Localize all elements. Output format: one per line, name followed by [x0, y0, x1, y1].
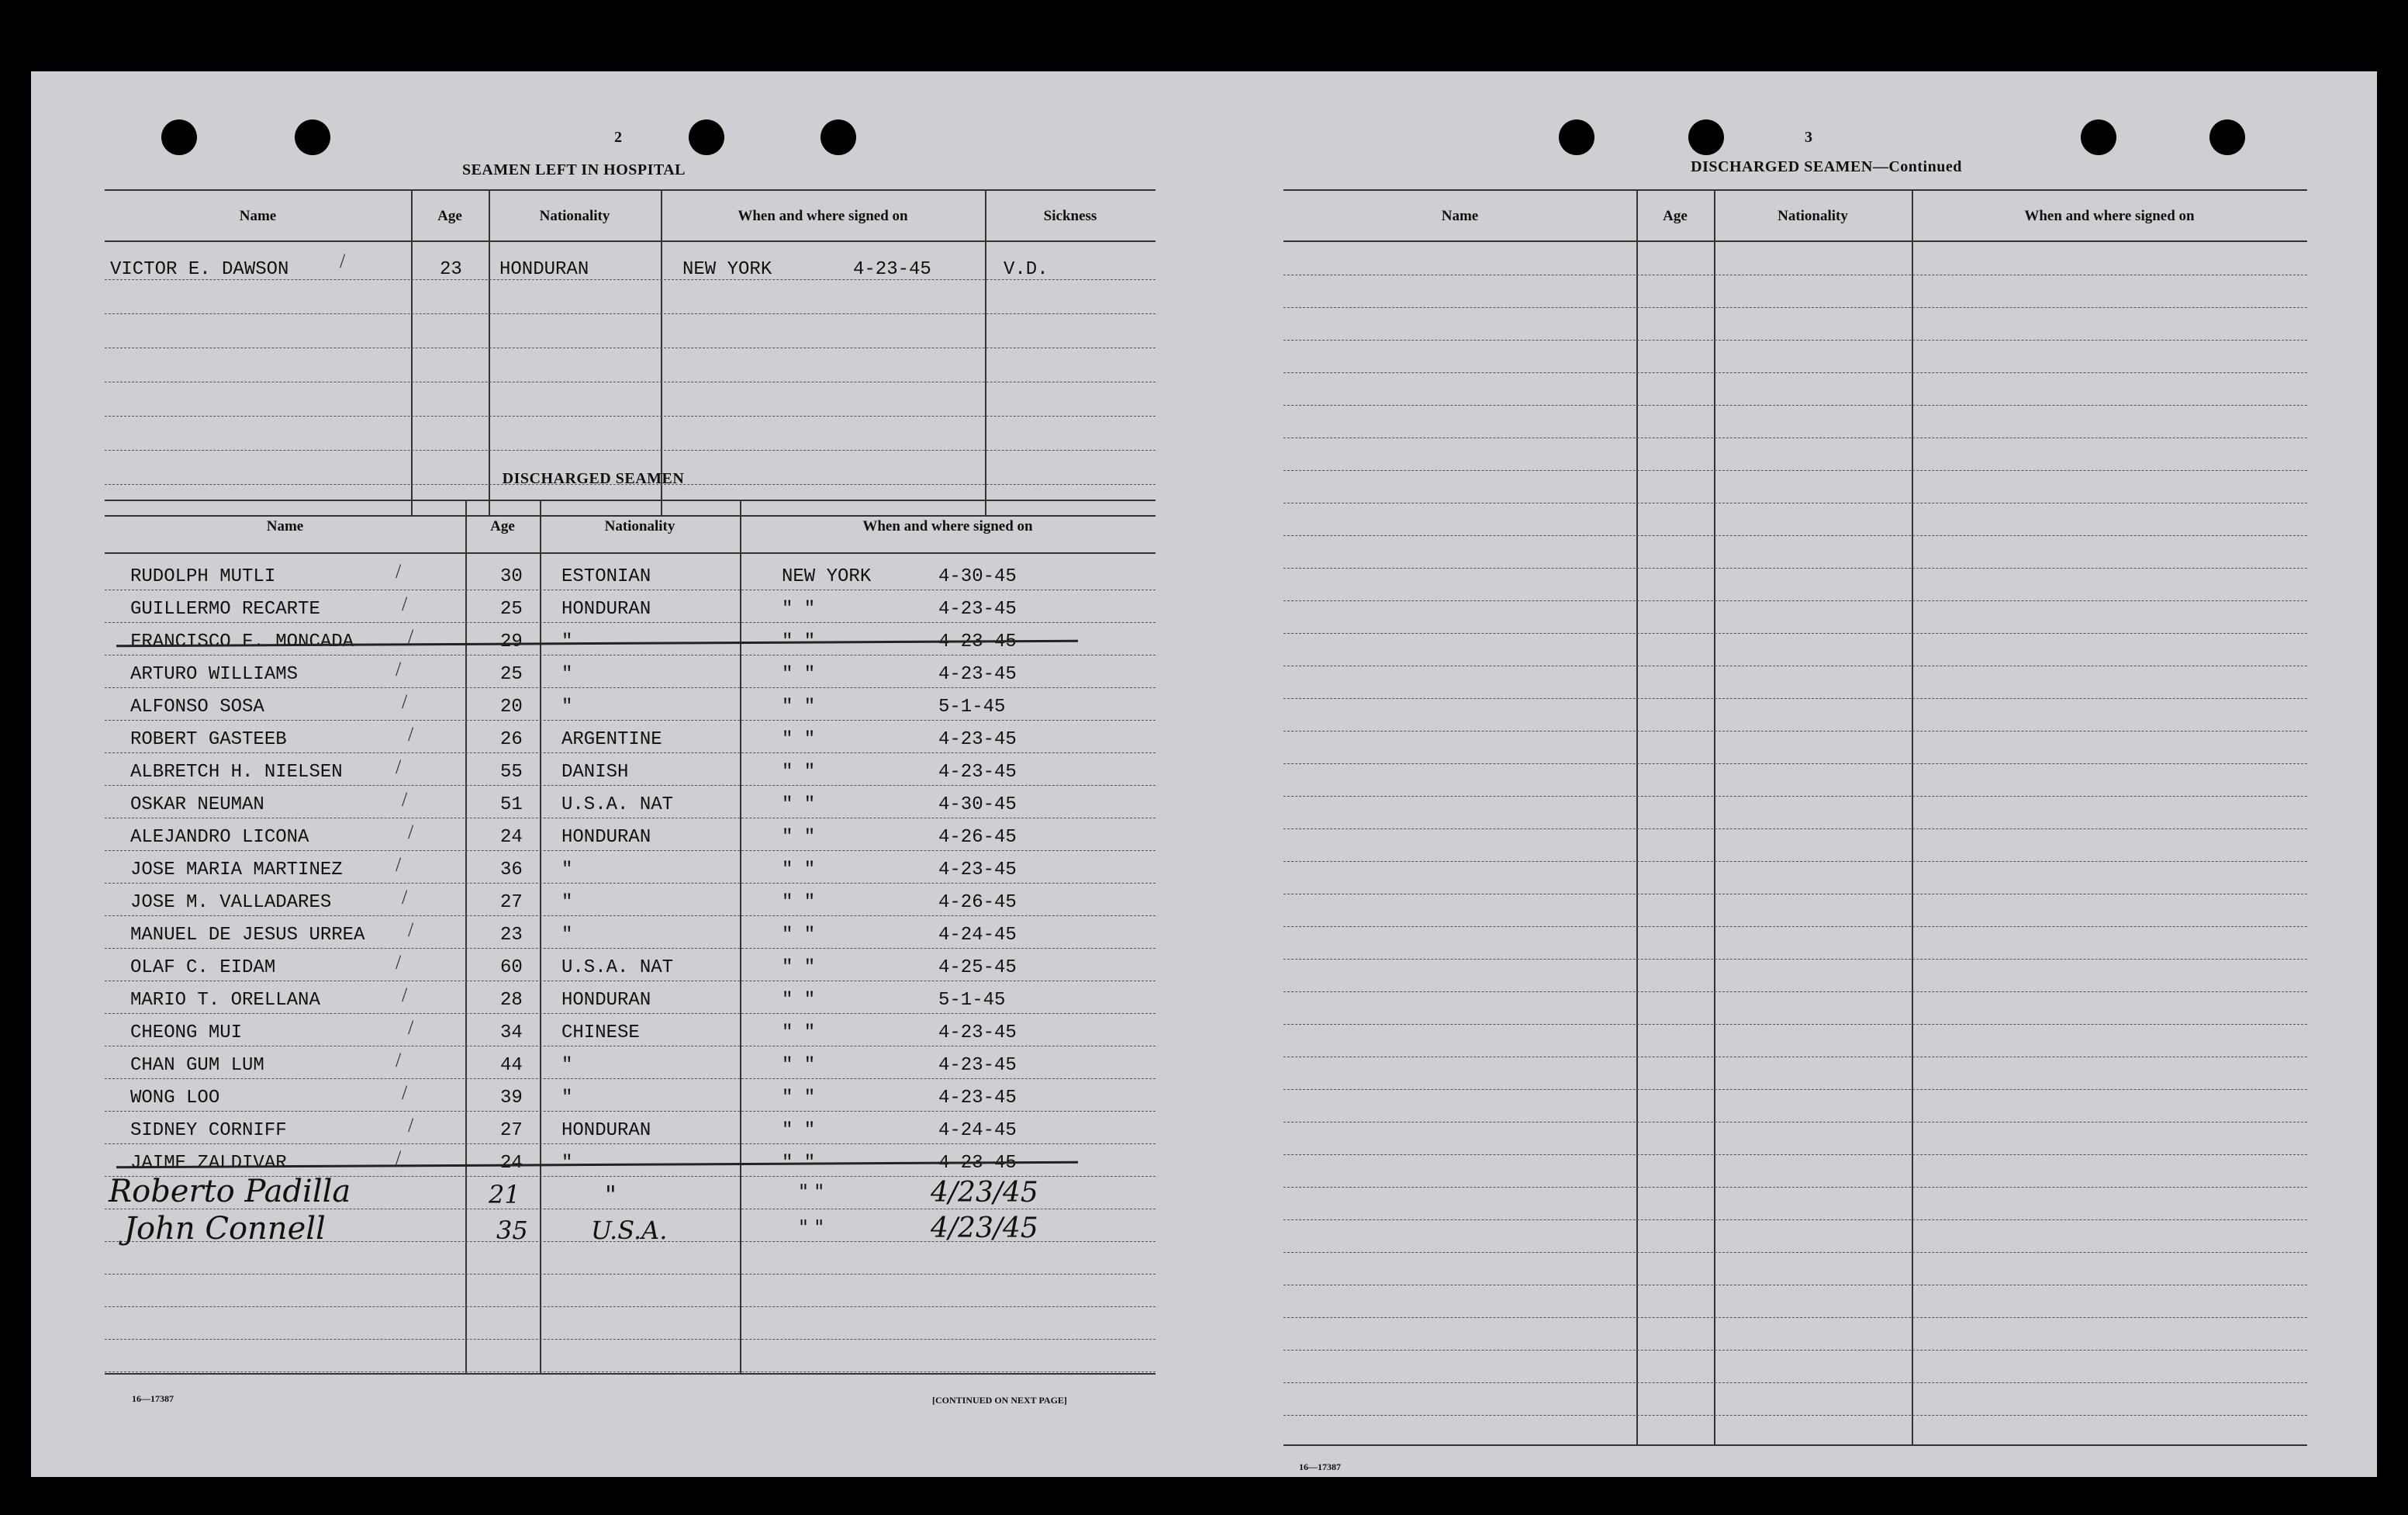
punch-hole [295, 119, 330, 155]
row-rule [1283, 861, 2307, 862]
row-rule [105, 687, 1156, 688]
column-divider [1636, 189, 1638, 1444]
table-bottom-rule [105, 515, 1156, 517]
signed-place: " " [782, 697, 816, 718]
punch-hole [821, 119, 856, 155]
section-title [1570, 158, 2082, 176]
signed-date: 4/23/45 [931, 1212, 1038, 1244]
signed-date: 4-26-45 [938, 827, 1017, 848]
seaman-nationality: ARGENTINE [561, 729, 662, 750]
seaman-name: JOSE MARIA MARTINEZ [130, 860, 343, 880]
punch-hole [1688, 119, 1724, 155]
seaman-age: 25 [500, 599, 523, 620]
seaman-age: 55 [500, 762, 523, 783]
row-rule [1283, 926, 2307, 927]
section-title-main: DISCHARGED SEAMEN [1691, 158, 1873, 175]
seaman-age: 44 [500, 1055, 523, 1076]
signed-date: 4-23-45 [938, 762, 1017, 783]
seaman-age: 34 [500, 1022, 523, 1043]
signed-place: " " [782, 1022, 816, 1043]
check-mark: / [396, 756, 402, 778]
check-mark: / [396, 951, 402, 974]
seaman-age: 27 [500, 1120, 523, 1141]
seaman-nationality: HONDURAN [561, 1120, 651, 1141]
seaman-nationality: U.S.A. [591, 1216, 668, 1245]
row-rule [105, 850, 1156, 851]
row-rule [105, 752, 1156, 753]
punch-hole [1559, 119, 1594, 155]
seaman-nationality: HONDURAN [561, 599, 651, 620]
col-header-name: Name [266, 518, 304, 534]
seaman-nationality: ESTONIAN [561, 566, 651, 587]
row-rule [1283, 600, 2307, 601]
signed-date: 4-23-45 [938, 599, 1017, 620]
row-rule [1283, 535, 2307, 536]
col-header-age: Age [490, 518, 515, 534]
signed-place: NEW YORK [782, 566, 872, 587]
column-divider [985, 189, 986, 515]
header-rule [1283, 240, 2307, 242]
seaman-nationality: " [561, 1153, 573, 1174]
signed-place: " " [782, 1088, 816, 1109]
signed-place: " " [782, 860, 816, 880]
row-rule [105, 915, 1156, 916]
signed-date: 4-23-45 [938, 729, 1017, 750]
column-divider [1714, 189, 1715, 1444]
signed-date: 4-23-45 [853, 259, 931, 280]
seaman-name: JAIME ZALDIVAR [130, 1153, 287, 1174]
row-rule [1283, 307, 2307, 308]
row-rule [1283, 796, 2307, 797]
row-rule [1283, 828, 2307, 829]
seaman-nationality: CHINESE [561, 1022, 640, 1043]
seaman-nationality: U.S.A. NAT [561, 957, 674, 978]
seaman-age: 20 [500, 697, 523, 718]
col-header-age: Age [437, 208, 462, 224]
signed-place: " " [782, 729, 816, 750]
seaman-age: 26 [500, 729, 523, 750]
check-mark: / [402, 1081, 408, 1104]
col-header-signed-on: When and where signed on [738, 208, 908, 224]
check-mark: / [396, 560, 402, 583]
signed-place: " " [782, 794, 816, 815]
section-title-suffix: —Continued [1872, 158, 1962, 175]
seaman-name: ALEJANDRO LICONA [130, 827, 309, 848]
col-header-nationality: Nationality [539, 208, 610, 224]
check-mark: / [402, 886, 408, 908]
header-rule [105, 552, 1156, 554]
signed-place: " " [782, 990, 816, 1011]
page-number: 3 [1805, 129, 1812, 146]
sickness: V.D. [1004, 259, 1049, 280]
seaman-nationality: HONDURAN [499, 259, 589, 280]
signed-place: " " [782, 892, 816, 913]
row-rule [105, 785, 1156, 786]
signed-date: 4-26-45 [938, 892, 1017, 913]
row-rule [1283, 731, 2307, 732]
seaman-name: ARTURO WILLIAMS [130, 664, 299, 685]
signed-date: 4-23-45 [938, 1088, 1017, 1109]
row-rule [1283, 1089, 2307, 1090]
seaman-age: 23 [440, 259, 462, 280]
col-header-name: Name [239, 208, 277, 224]
table-top-rule [1283, 189, 2307, 191]
seaman-name: CHEONG MUI [130, 1022, 243, 1043]
check-mark: / [396, 1049, 402, 1071]
seaman-name: GUILLERMO RECARTE [130, 599, 320, 620]
signed-date: 5-1-45 [938, 697, 1006, 718]
seaman-name: JOSE M. VALLADARES [130, 892, 332, 913]
signed-place: NEW YORK [682, 259, 772, 280]
page-number: 2 [614, 129, 622, 146]
row-rule [1283, 698, 2307, 699]
row-rule [1283, 1382, 2307, 1383]
signed-place: " " [782, 1055, 816, 1076]
column-divider [540, 500, 541, 1373]
row-rule [105, 622, 1156, 623]
row-rule [1283, 1252, 2307, 1253]
column-divider [740, 500, 741, 1373]
signed-date: 4-24-45 [938, 1120, 1017, 1141]
signed-date: 4/23/45 [931, 1177, 1038, 1209]
left-page [31, 71, 1210, 1477]
row-rule [1283, 959, 2307, 960]
seaman-nationality: HONDURAN [561, 990, 651, 1011]
seaman-age: 25 [500, 664, 523, 685]
seaman-age: 30 [500, 566, 523, 587]
row-rule [1283, 1350, 2307, 1351]
check-mark: / [408, 723, 414, 745]
row-rule [105, 1274, 1156, 1275]
check-mark: / [340, 250, 346, 272]
seaman-age: 24 [500, 1153, 523, 1174]
seaman-name: MARIO T. ORELLANA [130, 990, 320, 1011]
signed-date: 5-1-45 [938, 990, 1006, 1011]
signed-date: 4-24-45 [938, 925, 1017, 946]
signed-place: " " [782, 1153, 816, 1174]
seaman-age: 36 [500, 860, 523, 880]
row-rule [1283, 1415, 2307, 1416]
signed-place: " " [782, 827, 816, 848]
row-rule [105, 1339, 1156, 1340]
row-rule [1283, 340, 2307, 341]
column-divider [489, 189, 490, 515]
seaman-age: 60 [500, 957, 523, 978]
col-header-nationality: Nationality [1777, 208, 1848, 224]
seaman-name: ROBERT GASTEEB [130, 729, 287, 750]
seaman-nationality: " [561, 697, 573, 718]
col-header-age: Age [1663, 208, 1688, 224]
row-rule [105, 450, 1156, 451]
seaman-nationality: DANISH [561, 762, 629, 783]
check-mark: / [396, 658, 402, 680]
signed-date: 4-23-45 [938, 631, 1017, 652]
table-bottom-rule [1283, 1444, 2307, 1446]
seaman-name: RUDOLPH MUTLI [130, 566, 276, 587]
seaman-age: 39 [500, 1088, 523, 1109]
signed-place: " " [782, 762, 816, 783]
signed-date: 4-25-45 [938, 957, 1017, 978]
seaman-name: SIDNEY CORNIFF [130, 1120, 287, 1141]
col-header-signed-on: When and where signed on [2024, 208, 2195, 224]
check-mark: / [396, 853, 402, 876]
row-rule [105, 1013, 1156, 1014]
check-mark: / [408, 625, 414, 648]
row-rule [1283, 763, 2307, 764]
seaman-nationality: " [561, 860, 573, 880]
seaman-nationality: " [561, 631, 573, 652]
row-rule [105, 1078, 1156, 1079]
punch-hole [689, 119, 724, 155]
check-mark: / [402, 690, 408, 713]
row-rule [1283, 1187, 2307, 1188]
check-mark: / [396, 1147, 402, 1169]
seaman-nationality: " [561, 664, 573, 685]
seaman-name: Roberto Padilla [109, 1174, 351, 1209]
table-top-rule [105, 189, 1156, 191]
signed-date: 4-23-45 [938, 1055, 1017, 1076]
row-rule [105, 883, 1156, 884]
row-rule [1283, 1317, 2307, 1318]
punch-hole [161, 119, 197, 155]
column-divider [661, 189, 662, 515]
seaman-name: FRANCISCO F. MONCADA [130, 631, 354, 652]
signed-date: 4-23-45 [938, 1022, 1017, 1043]
row-rule [1283, 1024, 2307, 1025]
check-mark: / [402, 593, 408, 615]
seaman-name: ALFONSO SOSA [130, 697, 264, 718]
signed-date: 4-23-45 [938, 860, 1017, 880]
row-rule [105, 313, 1156, 314]
seaman-age: 24 [500, 827, 523, 848]
seaman-name: ALBRETCH H. NIELSEN [130, 762, 343, 783]
row-rule [105, 1111, 1156, 1112]
signed-place: " " [799, 1216, 824, 1240]
discharged-section-title: DISCHARGED SEAMEN [502, 470, 685, 487]
signed-place: " " [782, 957, 816, 978]
seaman-age: 29 [500, 631, 523, 652]
seaman-name: CHAN GUM LUM [130, 1055, 264, 1076]
seaman-name: WONG LOO [130, 1088, 220, 1109]
row-rule [105, 720, 1156, 721]
seaman-nationality: HONDURAN [561, 827, 651, 848]
seaman-age: 27 [500, 892, 523, 913]
right-page [1198, 71, 2377, 1477]
seaman-name: MANUEL DE JESUS URREA [130, 925, 365, 946]
row-rule [1283, 1154, 2307, 1155]
col-header-name: Name [1441, 208, 1479, 224]
form-number: 16—17387 [1299, 1461, 1341, 1472]
column-divider [1912, 189, 1913, 1444]
hospital-section-title: SEAMEN LEFT IN HOSPITAL [461, 161, 686, 178]
col-header-nationality: Nationality [604, 518, 675, 534]
signed-date: 4-30-45 [938, 794, 1017, 815]
seaman-age: 28 [500, 990, 523, 1011]
continued-note: [CONTINUED ON NEXT PAGE] [932, 1395, 1067, 1406]
signed-date: 4-23-45 [938, 1153, 1017, 1174]
col-header-signed-on: When and where signed on [862, 518, 1033, 534]
table-top-rule [105, 500, 1156, 501]
row-rule [105, 1143, 1156, 1144]
seaman-nationality: " [605, 1180, 617, 1209]
seaman-nationality: " [561, 1055, 573, 1076]
row-rule [1283, 1219, 2307, 1220]
header-rule [105, 240, 1156, 242]
punch-hole [2209, 119, 2245, 155]
col-header-sickness: Sickness [1043, 208, 1097, 224]
signed-place: " " [782, 1120, 816, 1141]
check-mark: / [402, 788, 408, 811]
row-rule [1283, 372, 2307, 373]
seaman-nationality: " [561, 1088, 573, 1109]
signed-place: " " [782, 664, 816, 685]
form-number: 16—17387 [132, 1393, 174, 1404]
row-rule [105, 1371, 1156, 1372]
signed-place: " " [782, 599, 816, 620]
check-mark: / [408, 918, 414, 941]
row-rule [105, 1306, 1156, 1307]
row-rule [1283, 405, 2307, 406]
seaman-nationality: " [561, 925, 573, 946]
seaman-age: 35 [496, 1216, 528, 1245]
seaman-nationality: U.S.A. NAT [561, 794, 674, 815]
seaman-name: OSKAR NEUMAN [130, 794, 264, 815]
seaman-age: 51 [500, 794, 523, 815]
row-rule [1283, 633, 2307, 634]
seaman-name: VICTOR E. DAWSON [110, 259, 289, 280]
punch-hole [2081, 119, 2116, 155]
signed-place: " " [782, 631, 816, 652]
check-mark: / [408, 1114, 414, 1136]
seaman-age: 21 [489, 1180, 520, 1209]
signed-place: " " [782, 925, 816, 946]
signed-date: 4-30-45 [938, 566, 1017, 587]
seaman-name: John Connell [124, 1211, 326, 1247]
seaman-nationality: " [561, 892, 573, 913]
signed-date: 4-23-45 [938, 664, 1017, 685]
table-bottom-rule [105, 1373, 1156, 1375]
seaman-age: 23 [500, 925, 523, 946]
check-mark: / [408, 821, 414, 843]
seaman-name: OLAF C. EIDAM [130, 957, 276, 978]
row-rule [1283, 991, 2307, 992]
row-rule [105, 416, 1156, 417]
row-rule [1283, 470, 2307, 471]
column-divider [411, 189, 413, 515]
check-mark: / [408, 1016, 414, 1039]
row-rule [1283, 568, 2307, 569]
row-rule [105, 948, 1156, 949]
check-mark: / [402, 984, 408, 1006]
signed-place: " " [799, 1181, 824, 1204]
column-divider [465, 500, 467, 1373]
